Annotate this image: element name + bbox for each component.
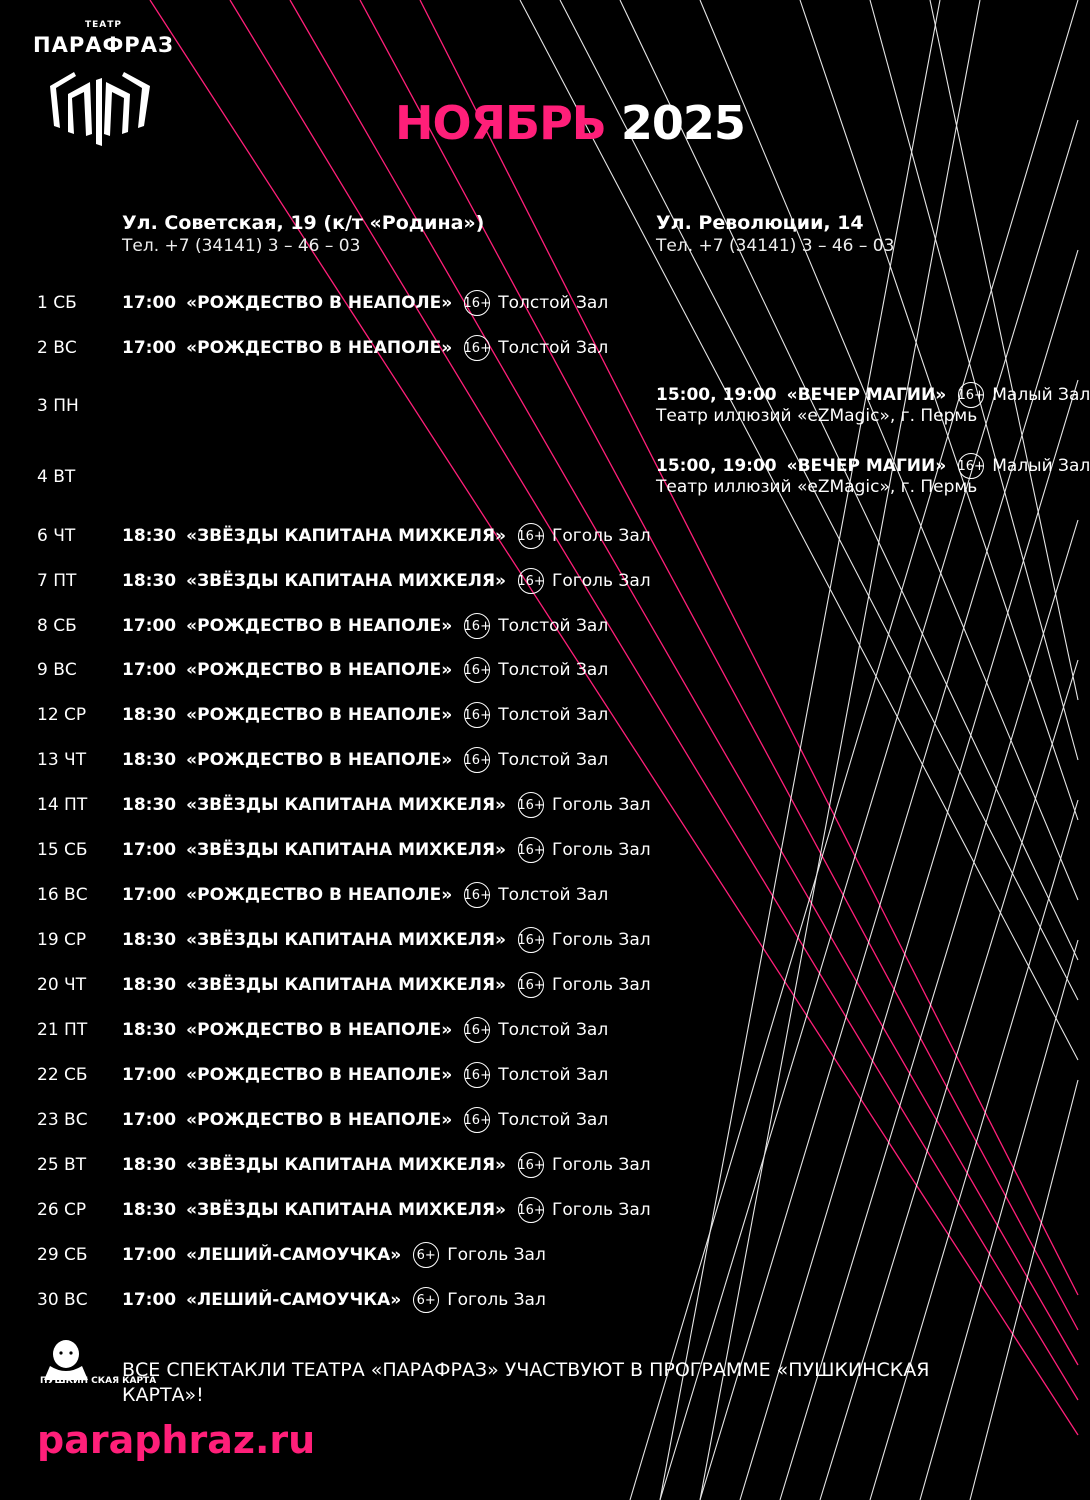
event-title: «ЗВЁЗДЫ КАПИТАНА МИХКЕЛЯ» [186,1200,507,1220]
pushkin-icon-text: ПУШКИН СКАЯ КАРТА [40,1376,157,1386]
venue-right-address: Ул. Революции, 14 [656,212,864,234]
event-time: 18:30 [122,571,177,591]
event-title: «РОЖДЕСТВО В НЕАПОЛЕ» [186,1020,453,1040]
event-title: «РОЖДЕСТВО В НЕАПОЛЕ» [186,660,453,680]
event-day: 16 ВС [37,885,88,905]
event-hall: Толстой Зал [498,750,609,770]
event-info [122,745,608,775]
event-hall: Толстой Зал [498,293,609,313]
event-time: 18:30 [122,975,177,995]
event-title: «РОЖДЕСТВО В НЕАПОЛЕ» [186,750,453,770]
event-hall: Малый Зал [992,385,1090,405]
event-time: 17:00 [122,1290,177,1310]
event-hall: Гоголь Зал [552,840,651,860]
age-rating-badge: 16+ [518,837,544,863]
theatre-logo-icon [46,64,154,148]
event-hall: Толстой Зал [498,705,609,725]
age-rating-badge: 16+ [518,523,544,549]
event-day: 3 ПН [37,396,79,416]
event-info [122,611,608,641]
event-day: 15 СБ [37,840,88,860]
event-hall: Толстой Зал [498,885,609,905]
event-title: «ЗВЁЗДЫ КАПИТАНА МИХКЕЛЯ» [186,1155,507,1175]
event-day: 30 ВС [37,1290,88,1310]
age-rating-badge: 16+ [958,382,984,408]
event-info [122,1105,608,1135]
event-day: 19 СР [37,930,87,950]
right-event [656,451,1090,497]
logo-subtitle: ТЕАТР [85,20,122,30]
event-time: 17:00 [122,1065,177,1085]
event-info [122,521,651,551]
venue-left-phone: Тел. +7 (34141) 3 – 46 – 03 [122,236,361,256]
event-day: 29 СБ [37,1245,88,1265]
age-rating-badge: 16+ [464,657,490,683]
event-info [122,925,651,955]
event-title: «ЗВЁЗДЫ КАПИТАНА МИХКЕЛЯ» [186,840,507,860]
event-day: 4 ВТ [37,467,76,487]
event-time: 17:00 [122,616,177,636]
age-rating-badge: 16+ [518,1152,544,1178]
event-info [122,1195,651,1225]
event-time: 18:30 [122,795,177,815]
event-title: «ЗВЁЗДЫ КАПИТАНА МИХКЕЛЯ» [186,795,507,815]
page-title [395,96,745,150]
event-hall: Гоголь Зал [447,1245,546,1265]
age-rating-badge: 16+ [464,613,490,639]
event-hall: Гоголь Зал [552,571,651,591]
event-time: 18:30 [122,1200,177,1220]
event-day: 6 ЧТ [37,526,76,546]
event-hall: Гоголь Зал [552,795,651,815]
event-title: «ЗВЁЗДЫ КАПИТАНА МИХКЕЛЯ» [186,930,507,950]
event-title: «РОЖДЕСТВО В НЕАПОЛЕ» [186,338,453,358]
event-info [122,566,651,596]
event-hall: Гоголь Зал [552,930,651,950]
event-hall: Толстой Зал [498,616,609,636]
event-info [122,655,608,685]
event-info [122,288,608,318]
title-month: НОЯБРЬ [395,96,606,150]
event-day: 2 ВС [37,338,77,358]
age-rating-badge: 16+ [958,453,984,479]
venue-right-phone: Тел. +7 (34141) 3 – 46 – 03 [656,236,895,256]
title-year: 2025 [620,96,745,150]
event-title: «ВЕЧЕР МАГИИ» [786,385,947,405]
event-info [122,1285,546,1315]
venue-left-address: Ул. Советская, 19 (к/т «Родина») [122,212,485,234]
age-rating-badge: 16+ [464,882,490,908]
event-hall: Гоголь Зал [447,1290,546,1310]
event-info [122,333,608,363]
event-title: «ЗВЁЗДЫ КАПИТАНА МИХКЕЛЯ» [186,571,507,591]
pushkin-card-icon [38,1336,157,1400]
event-title: «РОЖДЕСТВО В НЕАПОЛЕ» [186,616,453,636]
event-time: 17:00 [122,293,177,313]
age-rating-badge: 16+ [464,1062,490,1088]
event-title: «РОЖДЕСТВО В НЕАПОЛЕ» [186,1110,453,1130]
event-day: 25 ВТ [37,1155,87,1175]
right-event [656,380,1090,426]
event-day: 23 ВС [37,1110,88,1130]
website-link[interactable]: paraphraz.ru [37,1418,316,1462]
event-hall: Гоголь Зал [552,526,651,546]
age-rating-badge: 16+ [518,792,544,818]
event-title: «ЗВЁЗДЫ КАПИТАНА МИХКЕЛЯ» [186,526,507,546]
venue-right [656,212,894,256]
age-rating-badge: 16+ [464,335,490,361]
event-day: 1 СБ [37,293,77,313]
event-title: «РОЖДЕСТВО В НЕАПОЛЕ» [186,293,453,313]
event-info [122,1015,608,1045]
event-info [122,1060,608,1090]
event-hall: Толстой Зал [498,1110,609,1130]
event-hall: Толстой Зал [498,660,609,680]
event-note: Театр иллюзий «eZMagic», г. Пермь [656,477,978,497]
event-day: 12 СР [37,705,87,725]
event-hall: Гоголь Зал [552,1200,651,1220]
event-time: 18:30 [122,526,177,546]
event-time: 17:00 [122,1110,177,1130]
event-time: 18:30 [122,705,177,725]
event-info [122,1150,651,1180]
event-title: «РОЖДЕСТВО В НЕАПОЛЕ» [186,885,453,905]
event-hall: Гоголь Зал [552,975,651,995]
venue-left [122,212,484,256]
age-rating-badge: 16+ [464,1017,490,1043]
event-hall: Толстой Зал [498,1065,609,1085]
event-time: 18:30 [122,1020,177,1040]
event-time: 17:00 [122,1245,177,1265]
age-rating-badge: 16+ [518,568,544,594]
event-time: 18:30 [122,1155,177,1175]
event-time: 17:00 [122,660,177,680]
event-time: 17:00 [122,338,177,358]
event-day: 8 СБ [37,616,77,636]
logo-name: ПАРАФРАЗ [33,33,174,57]
event-title: «ЛЕШИЙ-САМОУЧКА» [186,1290,402,1310]
age-rating-badge: 16+ [464,1107,490,1133]
age-rating-badge: 16+ [518,1197,544,1223]
event-title: «ВЕЧЕР МАГИИ» [786,456,947,476]
event-day: 9 ВС [37,660,77,680]
event-info [122,970,651,1000]
event-day: 14 ПТ [37,795,88,815]
age-rating-badge: 6+ [413,1287,439,1313]
event-day: 22 СБ [37,1065,88,1085]
event-title: «ЗВЁЗДЫ КАПИТАНА МИХКЕЛЯ» [186,975,507,995]
event-time: 17:00 [122,840,177,860]
age-rating-badge: 6+ [413,1242,439,1268]
footer-note: ВСЕ СПЕКТАКЛИ ТЕАТРА «ПАРАФРАЗ» УЧАСТВУЮТ В ПРОГРАММЕ «ПУШКИНСКАЯ КАРТА»! [122,1359,930,1406]
event-info [122,1240,546,1270]
event-hall: Малый Зал [992,456,1090,476]
event-info [122,835,651,865]
event-hall: Гоголь Зал [552,1155,651,1175]
event-day: 26 СР [37,1200,87,1220]
age-rating-badge: 16+ [464,747,490,773]
age-rating-badge: 16+ [464,290,490,316]
event-title: «РОЖДЕСТВО В НЕАПОЛЕ» [186,705,453,725]
event-info [122,880,608,910]
event-title: «ЛЕШИЙ-САМОУЧКА» [186,1245,402,1265]
event-time: 17:00 [122,885,177,905]
event-time: 18:30 [122,750,177,770]
event-day: 13 ЧТ [37,750,87,770]
event-time: 18:30 [122,930,177,950]
event-info [122,790,651,820]
event-note: Театр иллюзий «eZMagic», г. Пермь [656,406,978,426]
event-title: «РОЖДЕСТВО В НЕАПОЛЕ» [186,1065,453,1085]
event-hall: Толстой Зал [498,338,609,358]
event-day: 21 ПТ [37,1020,88,1040]
event-time: 15:00, 19:00 [656,385,777,405]
event-time: 15:00, 19:00 [656,456,777,476]
event-hall: Толстой Зал [498,1020,609,1040]
event-day: 20 ЧТ [37,975,87,995]
age-rating-badge: 16+ [518,972,544,998]
event-day: 7 ПТ [37,571,77,591]
age-rating-badge: 16+ [518,927,544,953]
event-info [122,700,608,730]
age-rating-badge: 16+ [464,702,490,728]
